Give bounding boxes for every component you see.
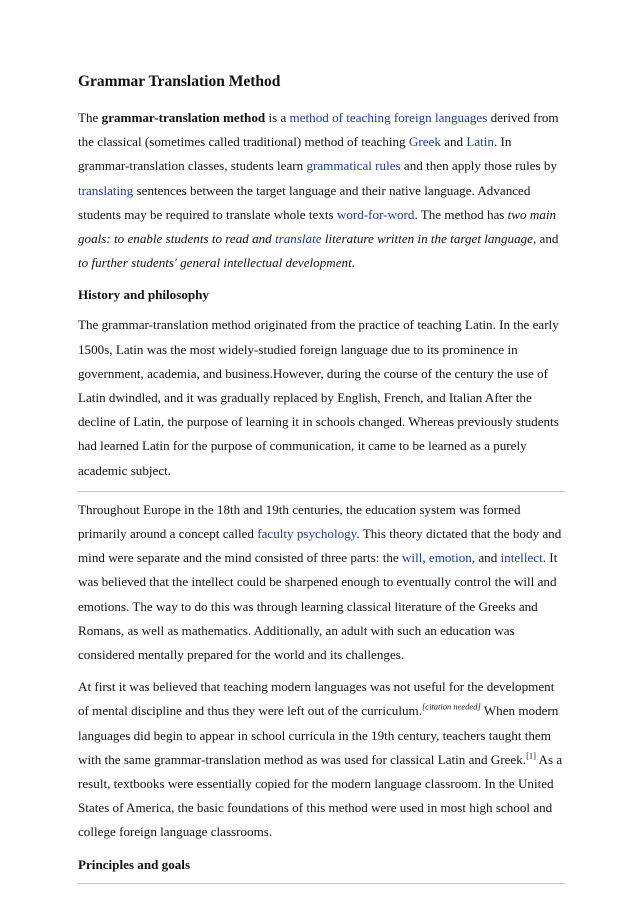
link-emotion[interactable]: emotion [428, 550, 472, 566]
history-paragraph-3 [78, 675, 565, 844]
text: The [78, 110, 102, 125]
link-faculty-psychology[interactable]: faculty psychology [257, 526, 357, 542]
text: derived from the classical (sometimes called traditional) method of teaching [78, 110, 559, 150]
link-greek[interactable]: Greek [408, 134, 441, 150]
text: . It was believed that the intellect could be sharpened enough to eventually control the will and emotions. The way to do this was through learning classical literature of the Greeks and Romans, as well as mathematics. Additionally, an adult with such an education was considered mentally prepared for the world and its challenges. [78, 550, 558, 663]
reference-1[interactable]: [1] [526, 750, 536, 761]
text: , and [532, 231, 559, 247]
italic-text: to further students' general intellectual development [78, 255, 352, 271]
page-title: Grammar Translation Method [78, 73, 281, 90]
text: and [440, 134, 467, 150]
text: . In grammar-translation classes, students learn [78, 134, 512, 174]
section-heading-principles: Principles and goals [78, 856, 191, 872]
text: sentences between the target language and their native language. Advanced students may be required to translate whole texts [78, 182, 531, 222]
text: . This theory dictated that the body and mind were separate and the mind consisted of three parts: the [78, 526, 562, 566]
link-latin[interactable]: Latin [466, 134, 494, 150]
link-word-for-word[interactable]: word-for-word [336, 206, 415, 222]
link-translating[interactable]: translating [78, 182, 134, 198]
text: . [351, 255, 355, 271]
link-intellect[interactable]: intellect [500, 550, 543, 566]
link-translate[interactable] [275, 231, 322, 246]
italic-text: two main goals: to enable students to read and [78, 206, 557, 247]
link-method-of-teaching[interactable]: method of teaching foreign languages [289, 110, 488, 125]
divider [78, 883, 565, 884]
link-grammatical-rules[interactable]: grammatical rules [306, 158, 401, 174]
citation-needed[interactable] [422, 702, 481, 712]
text: . The method has [414, 206, 508, 222]
text: When modern languages did begin to appear in school curricula in the 19th century, teachers taught them with the same grammar-translation method as was used for classical Latin and Greek. [78, 703, 559, 767]
divider [78, 491, 565, 492]
text: As a result, textbooks were essentially copied for the modern language classroom. In the United States of America, the basic foundations of this method were used in most high school and college foreign language classrooms. [78, 751, 563, 840]
text: is a [265, 110, 290, 125]
italic-link-text: translate [275, 231, 322, 247]
section-heading-history: History and philosophy [78, 287, 209, 303]
text: Throughout Europe in the 18th and 19th centuries, the education system was formed primarily around a concept called [78, 501, 521, 542]
text: , and [471, 550, 501, 566]
text: At first it was believed that teaching modern languages was not useful for the development of mental discipline and thus they were left out of the curriculum. [78, 679, 555, 719]
text: and then apply those rules by [400, 158, 557, 174]
history-paragraph-2 [78, 498, 565, 667]
link-will[interactable]: will [401, 550, 423, 566]
bold-term: grammar-translation method [101, 110, 266, 125]
italic-text: literature written in the target language [321, 231, 533, 247]
intro-paragraph [78, 106, 565, 275]
citation-needed-text: [citation needed] [421, 702, 481, 713]
text: , [422, 550, 429, 566]
history-paragraph-1: The grammar-translation method originated from the practice of teaching Latin. In the early 1500s, Latin was the most widely-studied foreign language due to its prominence in government, academia, and business.However, during the course of the century the use of Latin dwindled, and it was gradually replaced by English, French, and Italian After the decline of Latin, the purpose of learning it in schools changed. Whereas previously students had learned Latin for the purpose of communication, it came to be learned as a purely academic subject. [78, 317, 559, 478]
